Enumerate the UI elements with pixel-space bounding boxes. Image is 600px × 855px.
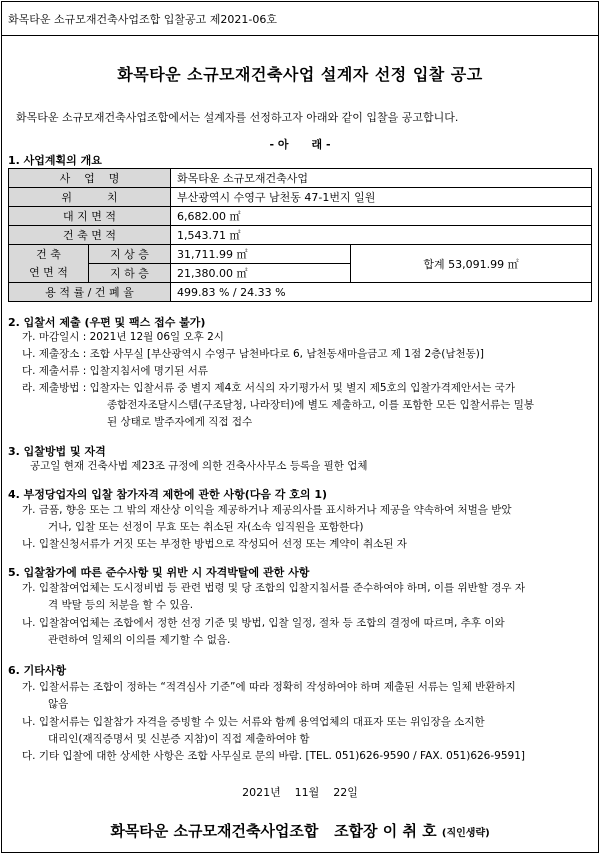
list-item-continued: 거나, 입찰 또는 선정이 무효 또는 취소된 자(소속 임직원을 포함한다) xyxy=(48,521,364,533)
list-item: 나. 입찰서류는 입찰참가 자격을 증빙할 수 있는 서류와 함께 용역업체의 대표자 또는 위임장을 소지한 xyxy=(22,716,485,728)
table-label: 사 업 명 xyxy=(9,169,171,188)
table-row xyxy=(9,283,592,302)
section-3-title: 3. 입찰방법 및 자격 xyxy=(8,445,106,458)
list-item: 가. 금품, 향응 또는 그 밖의 재산상 이익을 제공하거나 제공의사를 표시하거나 제공을 약속하여 처벌을 받았 xyxy=(22,504,512,516)
union-chairman: 화목타운 소규모재건축사업조합 조합장 이 취 호 xyxy=(110,822,437,840)
table-value: 1,543.71 ㎡ xyxy=(171,226,592,245)
list-item: 가. 입찰참여업체는 도시정비법 등 관련 법령 및 당 조합의 입찰지침서를 준수하여야 하며, 이를 위반할 경우 자 xyxy=(22,582,526,594)
section-divider-label: - 아 래 - xyxy=(269,138,331,151)
table-row xyxy=(9,188,592,207)
list-item: 공고일 현재 건축사법 제23조 규정에 의한 건축사사무소 등록을 필한 업체 xyxy=(30,460,368,472)
list-item: 나. 제출장소 : 조합 사무실 [부산광역시 수영구 남천바다로 6, 남천동새마을금고 제 1점 2층(남천동)] xyxy=(22,348,484,360)
table-row xyxy=(9,245,592,264)
page-title: 화목타운 소규모재건축사업 설계자 선정 입찰 공고 xyxy=(117,65,483,84)
list-item: 라. 제출방법 : 입찰자는 입찰서류 중 별지 제4호 서식의 자기평가서 및 별지 제5호의 입찰가격제안서는 국가 xyxy=(22,382,515,394)
table-label: 건 축 면 적 xyxy=(9,226,171,245)
list-item-continued: 대리인(재직증명서 및 신분증 지참)이 직접 제출하여야 함 xyxy=(48,733,310,745)
table-value: 31,711.99 ㎡ xyxy=(171,245,351,264)
notice-number: 화목타운 소규모재건축사업조합 입찰공고 제2021-06호 xyxy=(8,13,277,26)
table-row xyxy=(9,226,592,245)
table-label: 지 상 층 xyxy=(89,245,171,264)
list-item: 나. 입찰신청서류가 거짓 또는 부정한 방법으로 작성되어 선정 또는 계약이 취소된 자 xyxy=(22,538,407,550)
table-label: 위 치 xyxy=(9,188,171,207)
header-bar xyxy=(2,2,598,36)
table-label: 대 지 면 적 xyxy=(9,207,171,226)
list-item-continued: 않음 xyxy=(48,698,69,710)
list-item-continued: 종합전자조달시스템(구조달청, 나라장터)에 별도 제출하고, 이를 포함한 모든 입찰서류는 밀봉 xyxy=(107,399,535,411)
section-6-title: 6. 기타사항 xyxy=(8,664,67,677)
project-overview-table xyxy=(8,168,592,302)
signature-line xyxy=(2,820,598,841)
table-value: 부산광역시 수영구 남천동 47-1번지 일원 xyxy=(171,188,592,207)
list-item: 다. 제출서류 : 입찰지침서에 명기된 서류 xyxy=(22,365,208,377)
notice-date: 2021년 11월 22일 xyxy=(242,786,358,799)
table-value: 6,682.00 ㎡ xyxy=(171,207,592,226)
list-item-continued: 된 상태로 발주자에게 직접 접수 xyxy=(107,416,253,428)
section-1-title: 1. 사업계획의 개요 xyxy=(8,154,102,167)
seal-omitted-note: (직인생략) xyxy=(441,828,490,839)
table-label: 용 적 률 / 건 폐 율 xyxy=(9,283,171,302)
list-item: 나. 입찰참여업체는 조합에서 정한 선정 기준 및 방법, 입찰 일정, 절차 등 조합의 결정에 따르며, 추후 이와 xyxy=(22,617,505,629)
list-item: 다. 기타 입찰에 대한 상세한 사항은 조합 사무실로 문의 바람. [TEL. 051)626-9590 / FAX. 051)626-9591] xyxy=(22,750,525,762)
list-item-continued: 관련하여 일체의 이의를 제기할 수 없음. xyxy=(48,634,231,646)
section-2-title: 2. 입찰서 제출 (우편 및 팩스 접수 불가) xyxy=(8,316,206,329)
total-area: 합계 53,091.99 ㎡ xyxy=(351,245,592,283)
table-value: 499.83 % / 24.33 % xyxy=(171,283,592,302)
table-row xyxy=(9,169,592,188)
section-5-title: 5. 입찰참가에 따른 준수사항 및 위반 시 자격박탈에 관한 사항 xyxy=(8,566,310,579)
table-row xyxy=(9,207,592,226)
list-item: 가. 입찰서류는 조합이 정하는 “적격심사 기준”에 따라 정확히 작성하여야 하며 제출된 서류는 일체 반환하지 xyxy=(22,681,516,693)
table-value: 21,380.00 ㎡ xyxy=(171,264,351,283)
table-value: 화목타운 소규모재건축사업 xyxy=(171,169,592,188)
list-item: 가. 마감일시 : 2021년 12월 06일 오후 2시 xyxy=(22,331,224,343)
table-label: 지 하 층 xyxy=(89,264,171,283)
section-4-title: 4. 부정당업자의 입찰 참가자격 제한에 관한 사항(다음 각 호의 1) xyxy=(8,488,328,501)
list-item-continued: 격 박탈 등의 처분을 할 수 있음. xyxy=(48,599,194,611)
notice-page xyxy=(1,1,599,853)
intro-text: 화목타운 소규모재건축사업조합에서는 설계자를 선정하고자 아래와 같이 입찰을 공고합니다. xyxy=(16,111,459,124)
table-label: 건 축 연 면 적 xyxy=(9,245,89,283)
